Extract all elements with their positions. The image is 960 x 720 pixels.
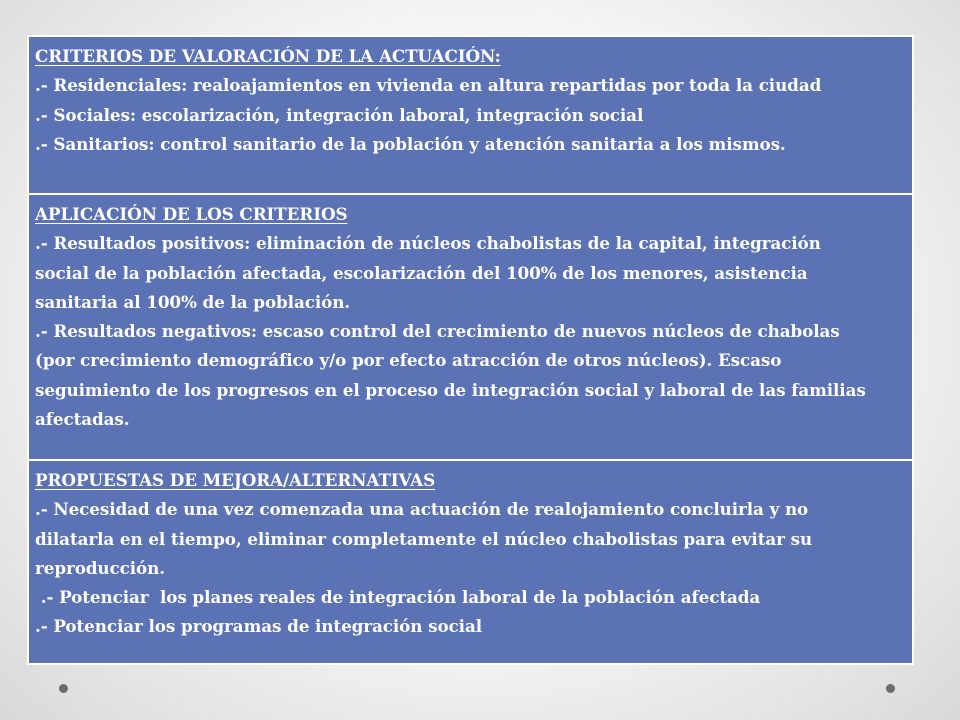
section-heading-aplicacion: APLICACIÓN DE LOS CRITERIOS: [35, 204, 348, 224]
section-aplicacion: [29, 195, 912, 459]
section-line: afectadas.: [35, 409, 130, 430]
section-line: .- Residenciales: realoajamientos en vivienda en altura repartidas por toda la ciudad: [35, 75, 822, 96]
section-line: .- Sociales: escolarización, integración laboral, integración social: [35, 104, 644, 125]
criteria-table: [27, 35, 914, 665]
section-heading-valoracion: CRITERIOS DE VALORACIÓN DE LA ACTUACIÓN:: [35, 46, 501, 66]
section-line: dilatarla en el tiempo, eliminar completamente el núcleo chabolistas para evitar su: [35, 528, 813, 549]
section-heading-propuestas: PROPUESTAS DE MEJORA/ALTERNATIVAS: [35, 470, 436, 490]
bullet-dot-icon: [886, 684, 895, 693]
section-line: .- Potenciar los programas de integración social: [35, 616, 482, 637]
section-line: sanitaria al 100% de la población.: [35, 291, 351, 312]
section-line: .- Resultados positivos: eliminación de núcleos chabolistas de la capital, integración: [35, 233, 821, 254]
bullet-dot-icon: [59, 684, 68, 693]
section-line: .- Necesidad de una vez comenzada una actuación de realojamiento concluirla y no: [35, 499, 809, 520]
section-line: (por crecimiento demográfico y/o por efecto atracción de otros núcleos). Escaso: [35, 350, 782, 371]
section-line: seguimiento de los progresos en el proceso de integración social y laboral de las familias: [35, 379, 866, 400]
section-line: .- Sanitarios: control sanitario de la población y atención sanitaria a los mismos.: [35, 133, 786, 154]
section-line: .- Resultados negativos: escaso control del crecimiento de nuevos núcleos de chabolas: [35, 321, 840, 342]
section-line: social de la población afectada, escolarización del 100% de los menores, asistencia: [35, 262, 808, 283]
section-valoracion: [29, 37, 912, 193]
section-line: .- Potenciar los planes reales de integración laboral de la población afectada: [35, 587, 761, 608]
section-propuestas: [29, 461, 912, 663]
section-line: reproducción.: [35, 557, 165, 578]
